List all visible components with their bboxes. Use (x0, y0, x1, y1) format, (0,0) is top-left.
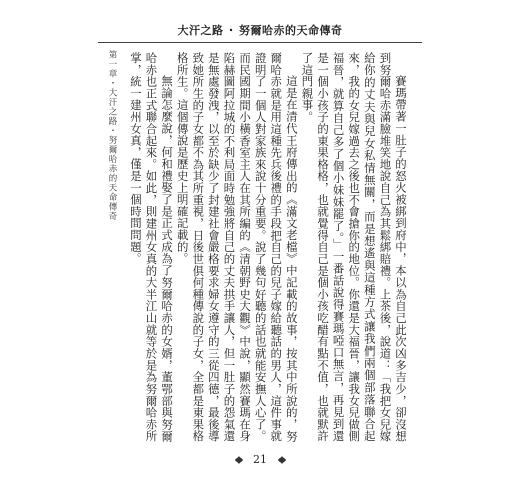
page-footer (98, 450, 422, 470)
header-separator: ・ (225, 24, 237, 37)
header-title-right: 努爾哈赤的天命傳奇 (239, 24, 343, 37)
paragraph: 賽瑪帶著一肚子的怒火被綁到府中，本以為自己此次凶多吉少，卻沒想到努爾哈赤滿臉堆笑地說自己為其鬆綁賠禮。上茶後，說道：「我把女兒嫁給你的丈夫與兒女私情無關，而是想遙與這種方式讓我們兩個部落聯合起來，我的女兒嫁過去之後也不會搶你的地位。你還是大福晉，讓我女兒做側福晉，就算自己多了個小妹妹罷了。」一番話說得賽瑪啞口無言，再見到還是一個小孩子的東果格格，也就覺得自己是個小孩吃醋有點不值，也就默許了這門親事。 (300, 52, 408, 442)
header-rule (98, 42, 422, 43)
paragraph: 無論怎麼說，何和禮娶了是正式成為了努爾哈赤的女婿，董鄂部與努爾哈赤也正式聯合起來。如此，則建州女真的大半江山就等於是為努爾哈赤所掌，統一建州女真，僅是一個時間問題。 (128, 52, 175, 442)
body-text (128, 52, 408, 442)
fleur-ornament-icon (277, 455, 287, 465)
running-header (98, 20, 422, 42)
fleur-ornament-icon (234, 455, 244, 465)
chapter-side-label: 第一章・大汗之路・努爾哈赤的天命傳奇 (107, 50, 117, 221)
header-title-left: 大汗之路 (177, 24, 224, 37)
paragraph: 這是在清代王府傳出的《滿文老檔》中記載的故事，按其中所說的，努爾哈赤就是用這種先兵後禮的手段把自己的兒子嫁給聽話的男人，這件事就證明了一個人對家族來說十分重要。說了幾句好聽的話也就能安撫人心了。而民國期間小橫香室主人在其所編的《清朝野史大觀》中說，顯然賽瑪在身陷赫圖阿拉城的不利局面時勉強將自己的丈夫拱手讓人，但一肚子的怨氣還是無處發洩，以至於缺少了封建社會嚴格要求婦女遵守的三從四德，最後導致她所生的子女都不為其所重視，日後世俱何種傳說的子女，全都是東果格格所生。這個傳說是歷史上明確記載的。 (175, 52, 299, 442)
book-page (98, 20, 422, 480)
page-number: 21 (253, 453, 267, 466)
